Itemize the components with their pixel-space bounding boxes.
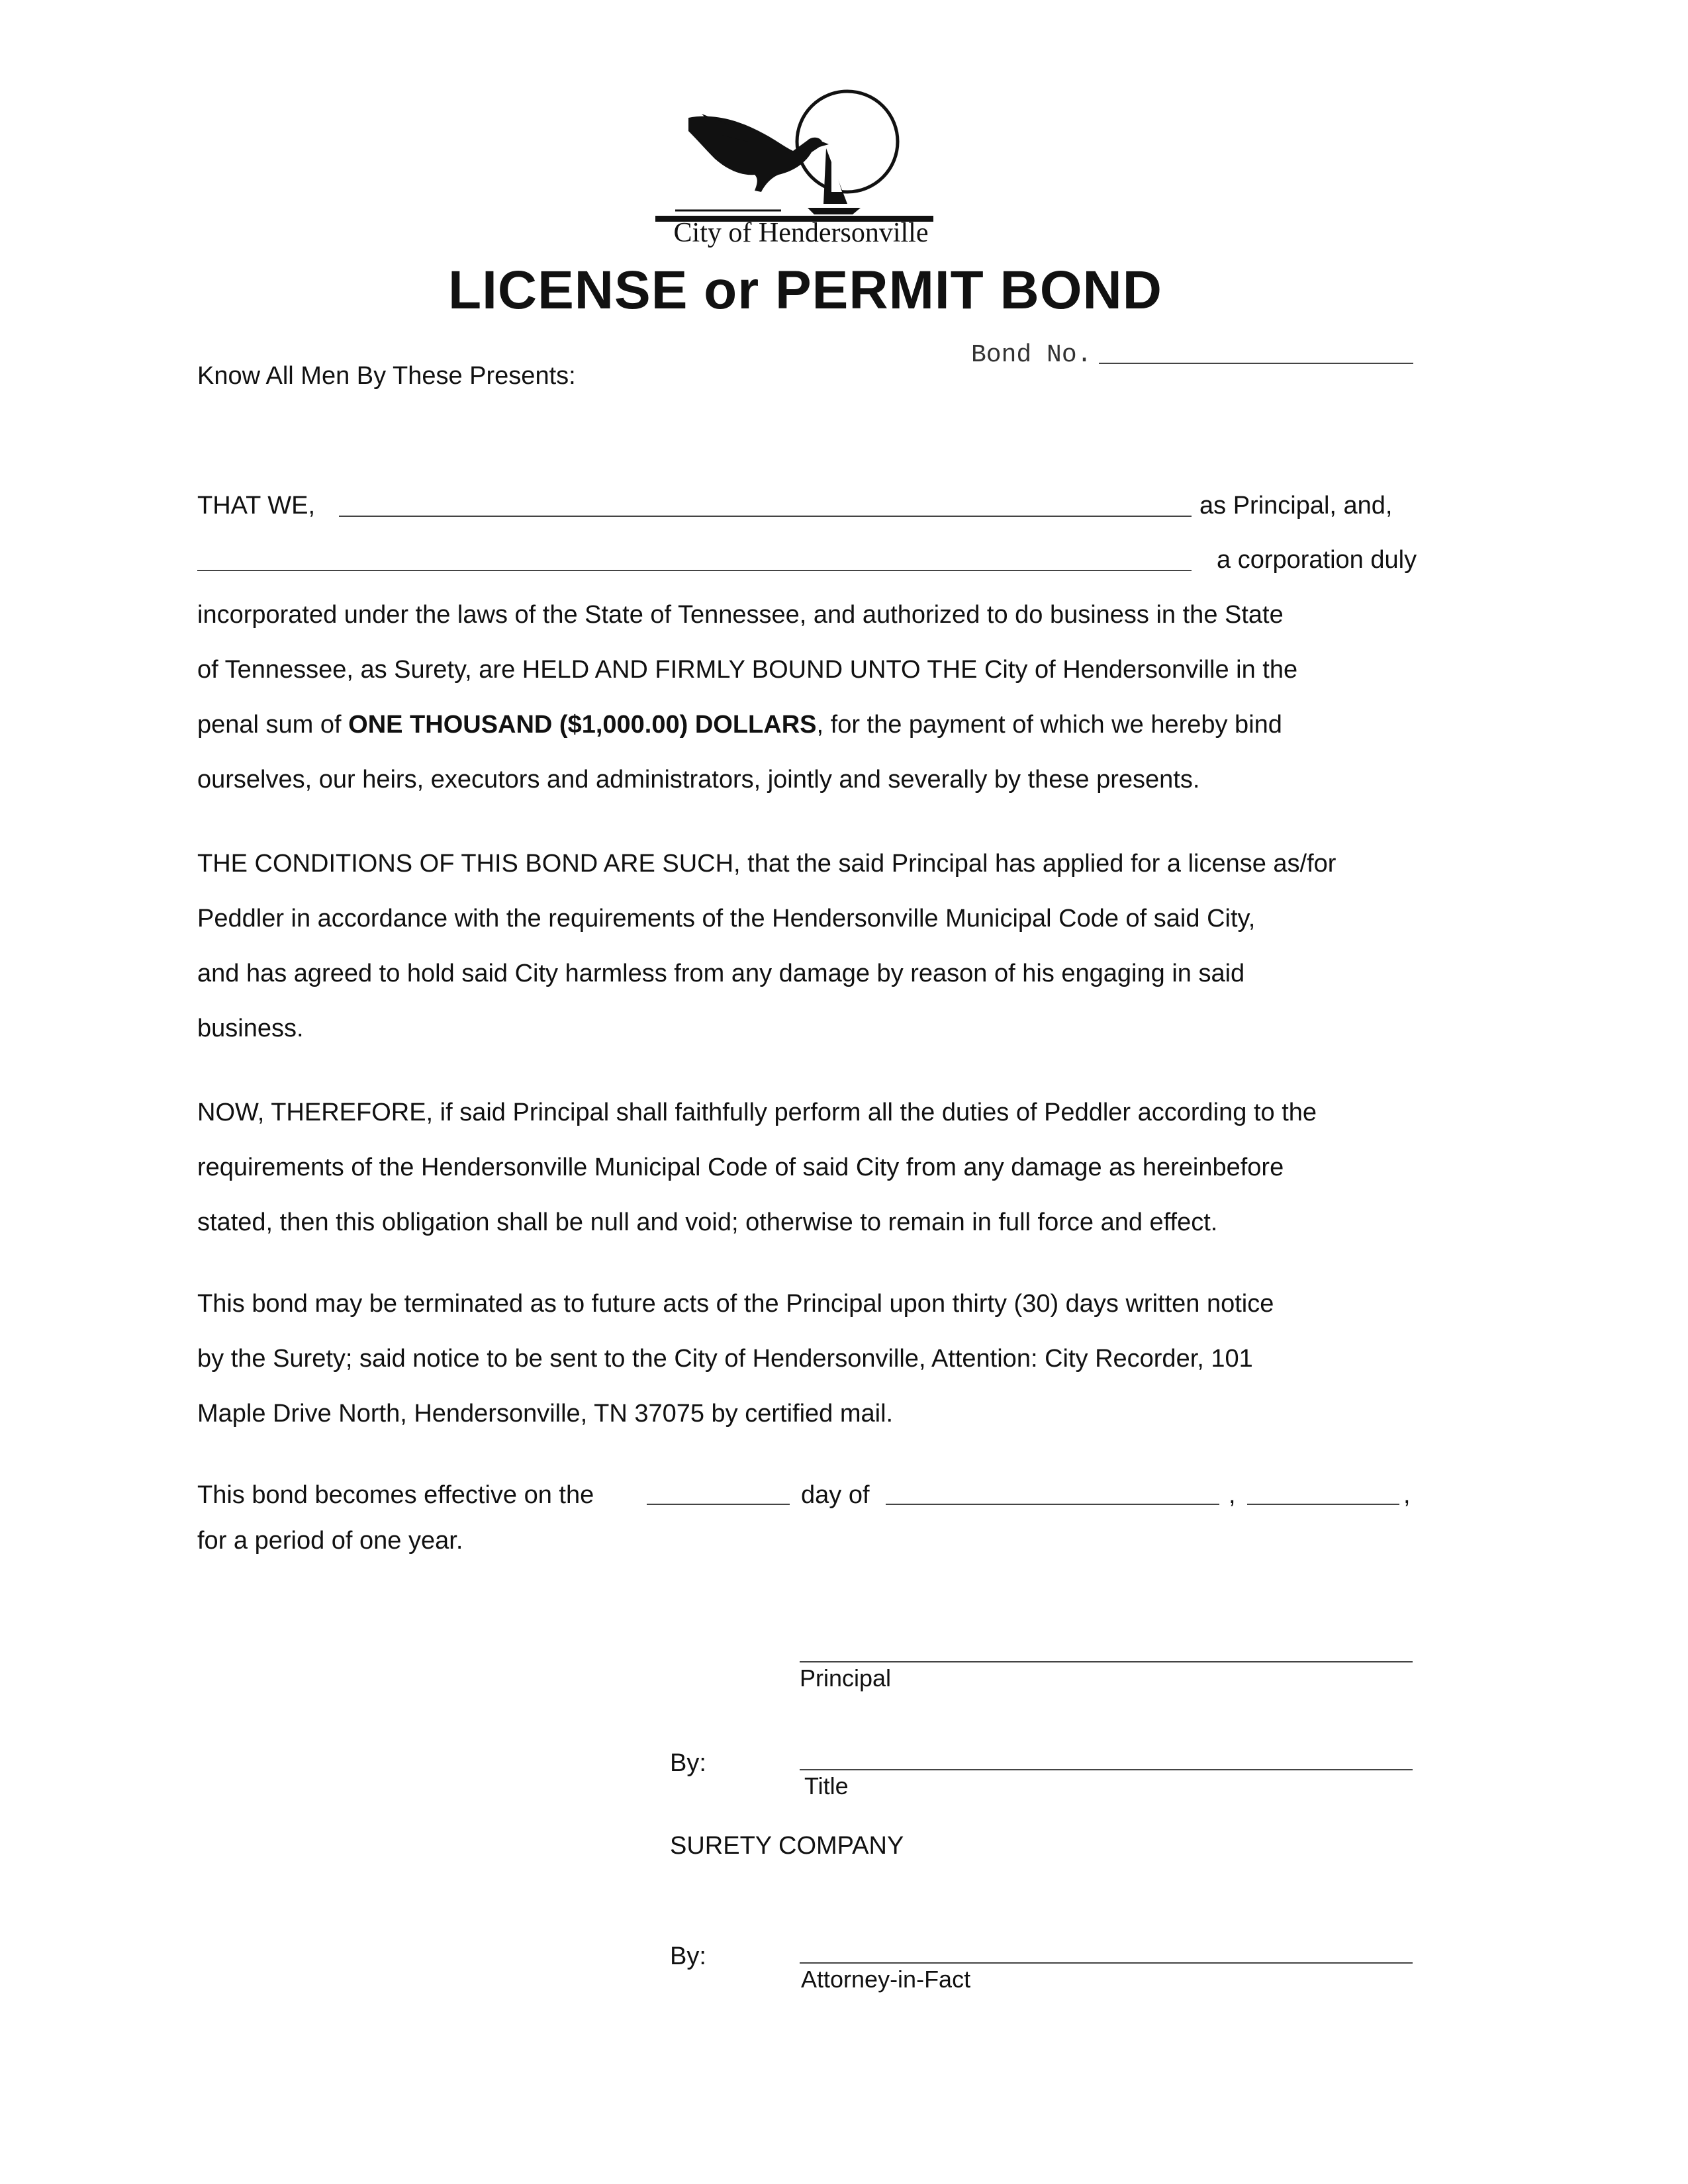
principal-label: Principal (800, 1664, 892, 1692)
bond-no-field[interactable] (1099, 363, 1413, 364)
bond-no-label: Bond No. (971, 341, 1092, 369)
day-of-label: day of (801, 1481, 870, 1509)
title-label: Title (804, 1772, 849, 1799)
by-label-2: By: (670, 1942, 706, 1970)
corporation-label: a corporation duly (1217, 546, 1417, 574)
conditions-line-3: and has agreed to hold said City harmless from any damage by reason of his engaging in said (197, 960, 1245, 987)
conditions-line-1: THE CONDITIONS OF THIS BOND ARE SUCH, that the said Principal has applied for a license as/for (197, 850, 1336, 878)
title-signature-field[interactable] (800, 1769, 1413, 1770)
comma-2: , (1403, 1481, 1411, 1509)
effective-day-field[interactable] (647, 1504, 790, 1505)
period-text: for a period of one year. (197, 1527, 463, 1555)
penal-sum-prefix: penal sum of (197, 711, 349, 739)
principal-name-field[interactable] (339, 516, 1192, 517)
surety-company-label: SURETY COMPANY (670, 1832, 904, 1860)
termination-line-1: This bond may be terminated as to future acts of the Principal upon thirty (30) days written notice (197, 1290, 1274, 1318)
therefore-line-2: requirements of the Hendersonville Municipal Code of said City from any damage as hereinbefore (197, 1154, 1284, 1181)
comma-1: , (1229, 1481, 1236, 1509)
parties-line-4: of Tennessee, as Surety, are HELD AND FIRMLY BOUND UNTO THE City of Hendersonville in the (197, 656, 1298, 684)
principal-signature-field[interactable] (800, 1661, 1413, 1662)
effective-month-field[interactable] (886, 1504, 1219, 1505)
that-we-label: THAT WE, (197, 492, 316, 520)
penal-sum-suffix: , for the payment of which we hereby bind (816, 711, 1282, 739)
as-principal-label: as Principal, and, (1199, 492, 1393, 520)
termination-line-3: Maple Drive North, Hendersonville, TN 37075 by certified mail. (197, 1400, 894, 1428)
therefore-line-3: stated, then this obligation shall be null and void; otherwise to remain in full force and effect. (197, 1208, 1218, 1236)
city-name: City of Hendersonville (673, 218, 929, 248)
therefore-line-1: NOW, THEREFORE, if said Principal shall faithfully perform all the duties of Peddler according to the (197, 1099, 1317, 1126)
attorney-label: Attorney-in-Fact (801, 1966, 971, 1993)
effective-year-field[interactable] (1247, 1504, 1399, 1505)
parties-line-3: incorporated under the laws of the State of Tennessee, and authorized to do business in the State (197, 601, 1284, 629)
intro-text: Know All Men By These Presents: (197, 362, 576, 390)
termination-line-2: by the Surety; said notice to be sent to the City of Hendersonville, Attention: City Recorder, 101 (197, 1345, 1253, 1373)
parties-line-6: ourselves, our heirs, executors and administrators, jointly and severally by these presents. (197, 766, 1200, 794)
parties-line-5 (197, 712, 1282, 737)
by-label-1: By: (670, 1749, 706, 1777)
penal-sum-amount: ONE THOUSAND ($1,000.00) DOLLARS (348, 711, 817, 739)
surety-name-field[interactable] (197, 570, 1192, 571)
page-title: LICENSE or PERMIT BOND (448, 260, 1162, 320)
effective-label: This bond becomes effective on the (197, 1481, 594, 1509)
conditions-line-2: Peddler in accordance with the requirements of the Hendersonville Municipal Code of said City, (197, 905, 1256, 933)
attorney-signature-field[interactable] (800, 1962, 1413, 1964)
conditions-line-4: business. (197, 1015, 304, 1042)
